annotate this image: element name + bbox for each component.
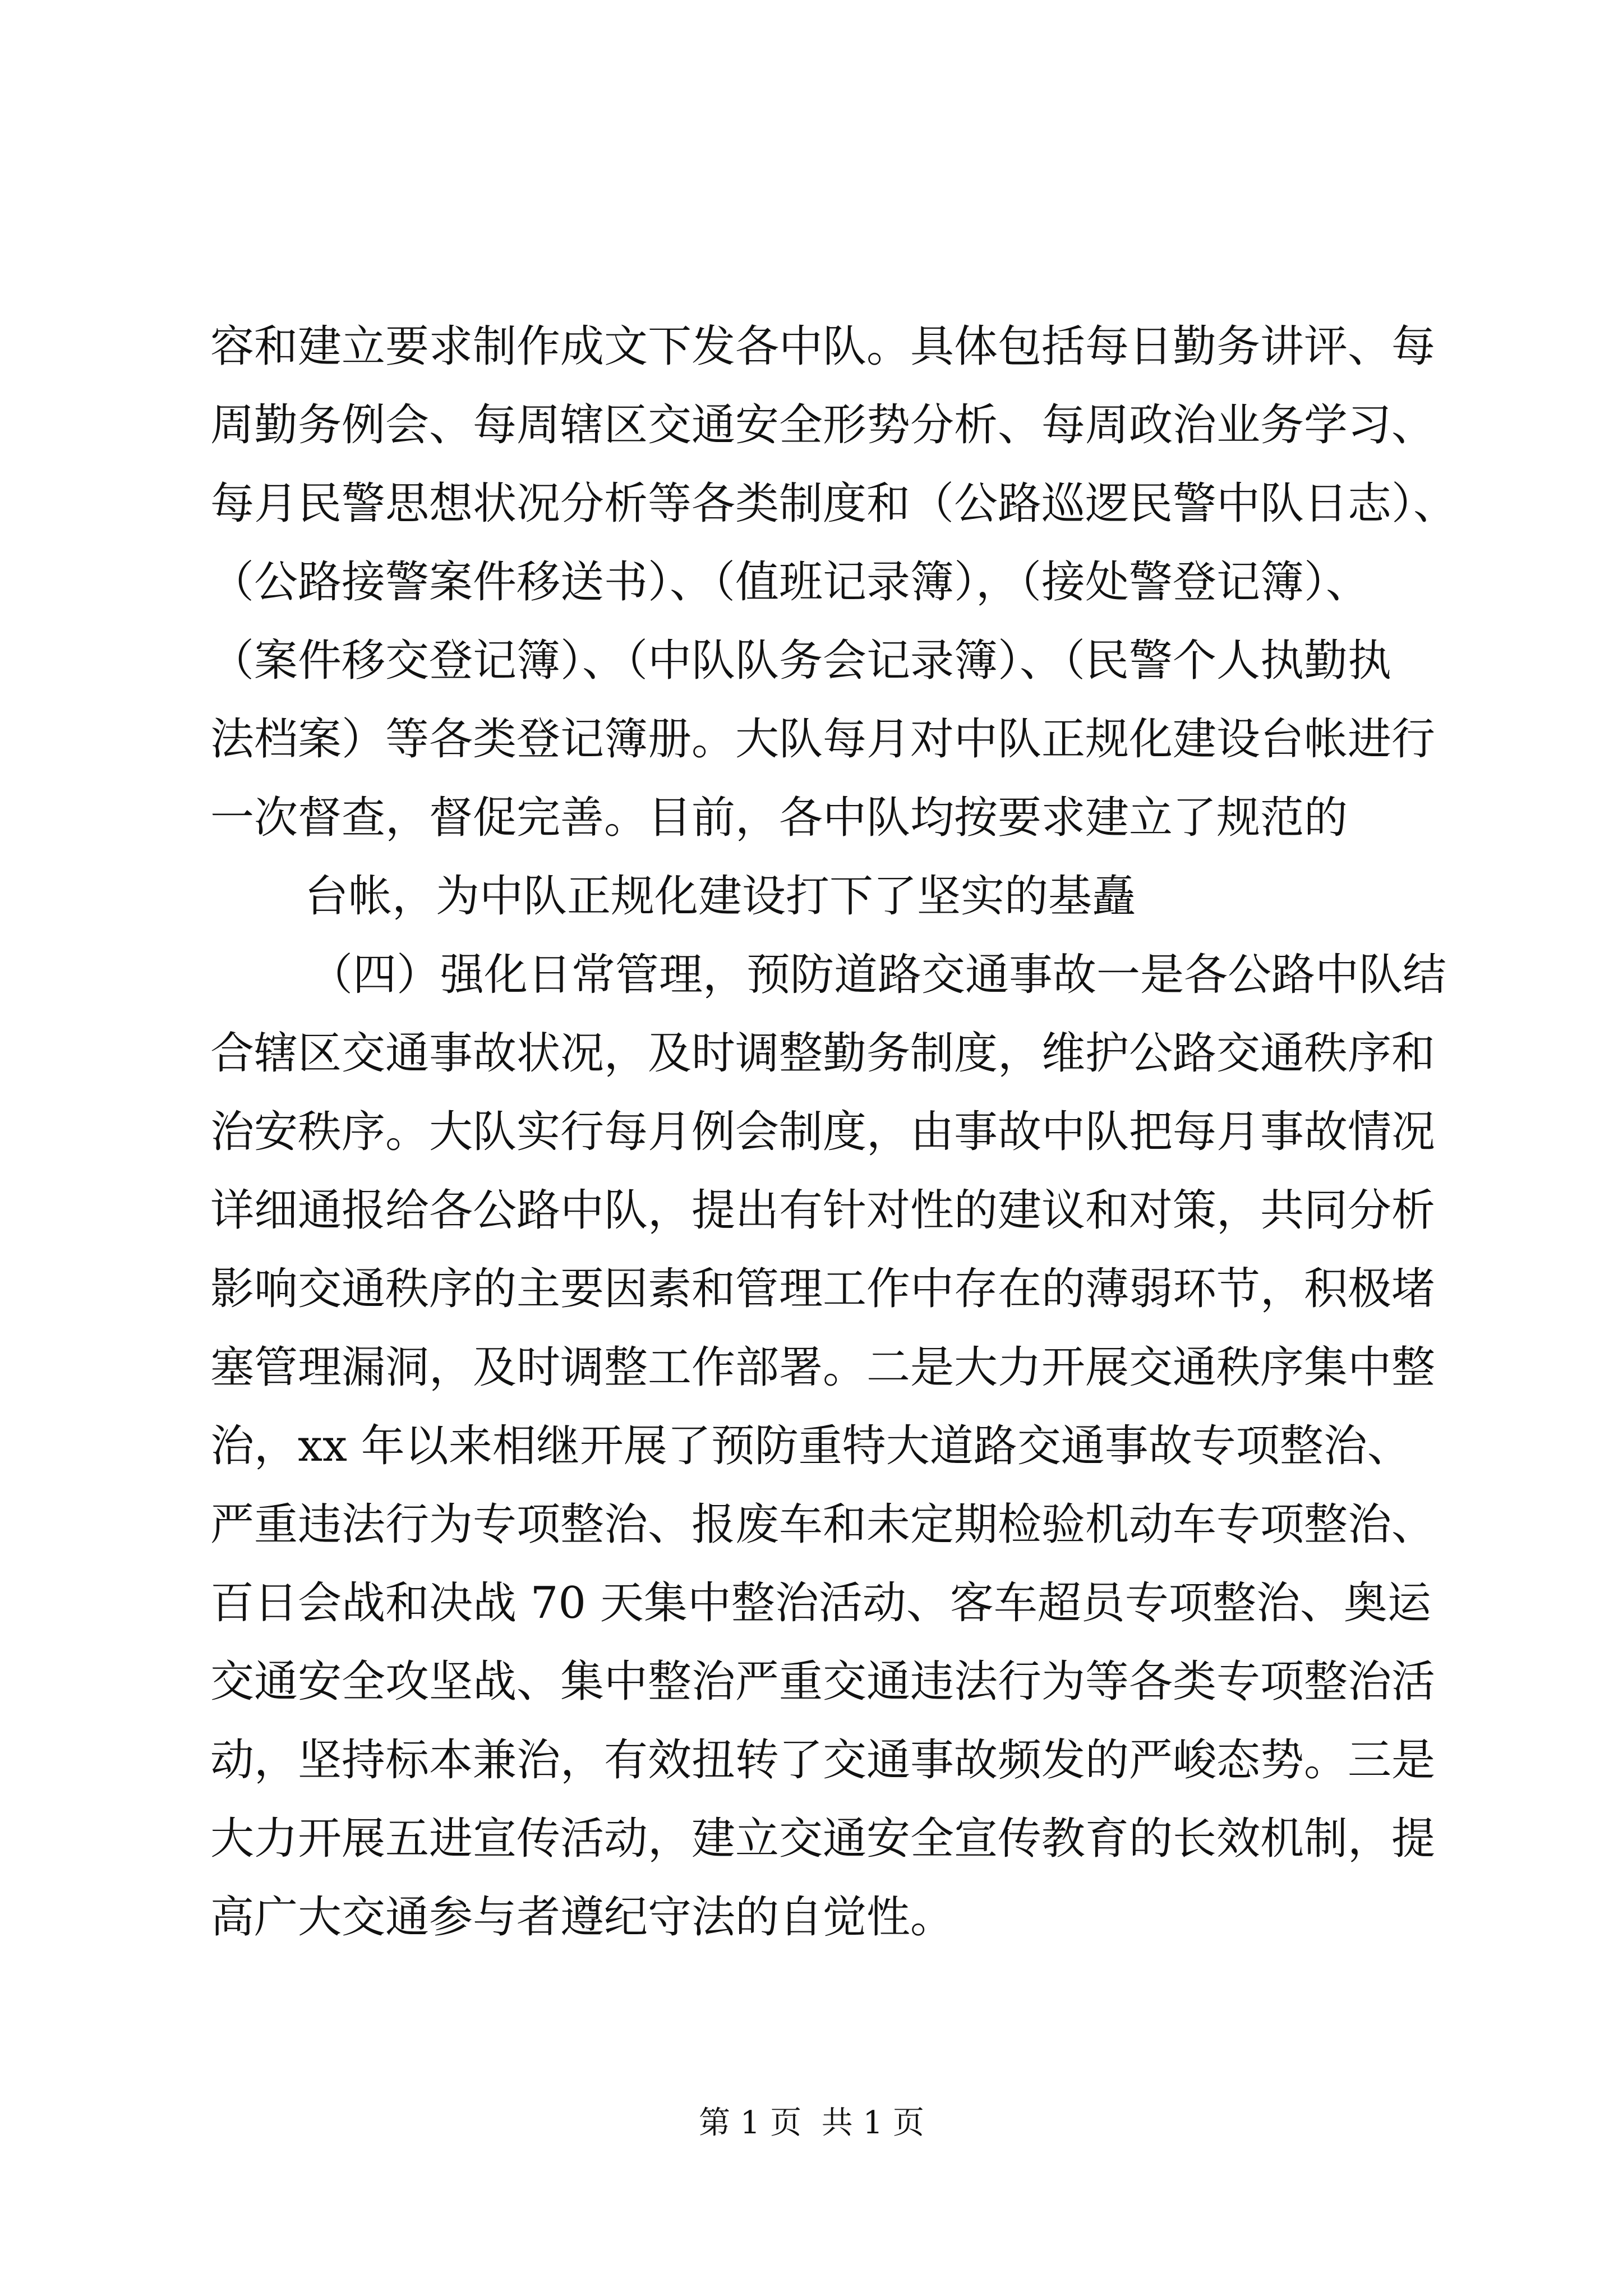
text-line: 一次督查，督促完善。目前，各中队均按要求建立了规范的 [210,793,1348,843]
section-heading-line: （四）强化日常管理，预防道路交通事故一是各公路中队结 [309,950,1447,1000]
text-line: 容和建立要求制作成文下发各中队。具体包括每日勤务讲评、每 [210,321,1436,372]
text-line: 大力开展五进宣传活动，建立交通安全宣传教育的长效机制，提 [210,1814,1436,1864]
text-line: 合辖区交通事故状况，及时调整勤务制度，维护公路交通秩序和 [210,1028,1436,1079]
page-footer: 第 1 页 共 1 页 [698,2105,925,2141]
text-line: 治，xx 年以来相继开展了预防重特大道路交通事故专项整治、 [210,1421,1411,1471]
text-line: （案件移交登记簿）、（中队队务会记录簿）、（民警个人执勤执 [210,636,1392,686]
text-line: 严重违法行为专项整治、报废车和未定期检验机动车专项整治、 [210,1499,1436,1550]
document-body [210,307,1489,1957]
text-line: 周勤务例会、每周辖区交通安全形势分析、每周政治业务学习、 [210,400,1436,450]
text-line: 塞管理漏洞，及时调整工作部署。二是大力开展交通秩序集中整 [210,1342,1436,1393]
text-line: 治安秩序。大队实行每月例会制度，由事故中队把每月事故情况 [210,1107,1436,1157]
text-line: 详细通报给各公路中队，提出有针对性的建议和对策，共同分析 [210,1185,1436,1236]
text-line: 高广大交通参与者遵纪守法的自觉性。 [210,1892,955,1943]
text-line: 交通安全攻坚战、集中整治严重交通违法行为等各类专项整治活 [210,1657,1436,1707]
text-line: 影响交通秩序的主要因素和管理工作中存在的薄弱环节，积极堵 [210,1264,1436,1314]
text-line: 法档案）等各类登记簿册。大队每月对中队正规化建设台帐进行 [210,714,1436,765]
text-line: （公路接警案件移送书）、（值班记录簿），（接处警登记簿）、 [210,557,1370,608]
text-line: 百日会战和决战 70 天集中整治活动、客车超员专项整治、奥运 [210,1578,1431,1628]
text-line: 每月民警思想状况分析等各类制度和（公路巡逻民警中队日志）、 [210,478,1458,529]
text-line: 台帐，为中队正规化建设打下了坚实的基矗 [305,871,1136,922]
text-line: 动，坚持标本兼治，有效扭转了交通事故频发的严峻态势。三是 [210,1735,1436,1786]
